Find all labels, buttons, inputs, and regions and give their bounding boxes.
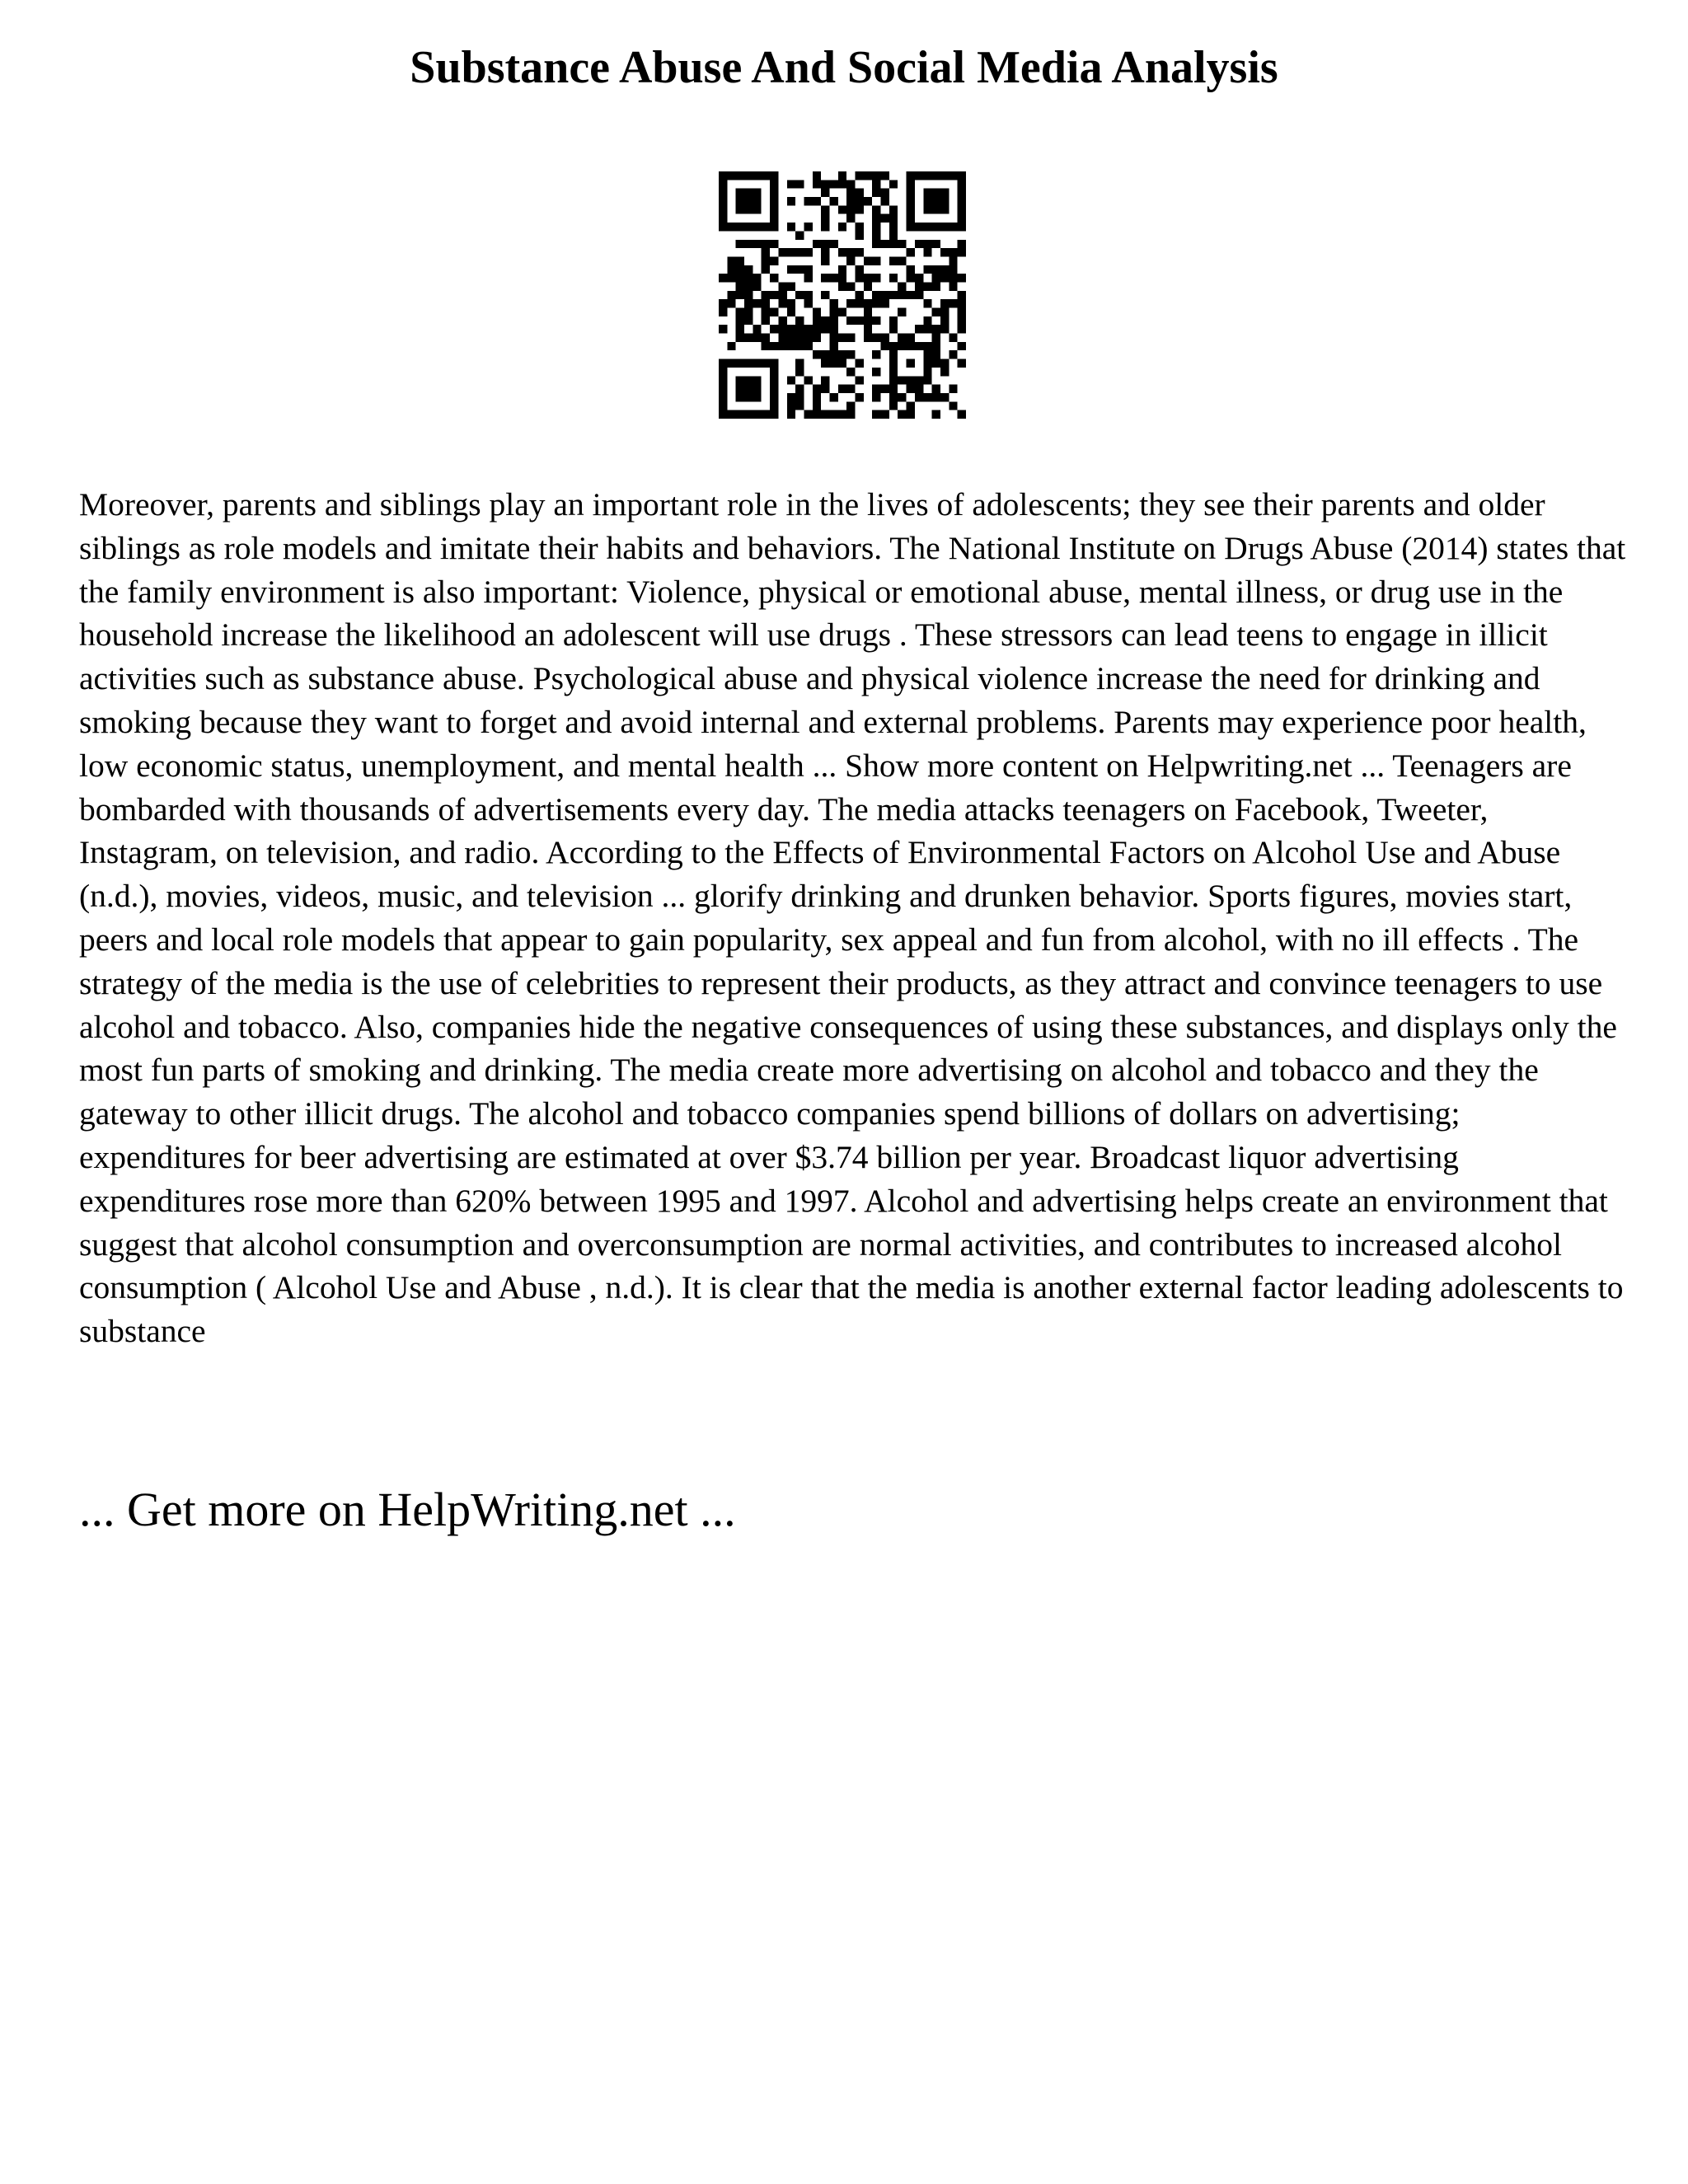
qr-code-icon [719,171,966,419]
article-body: Moreover, parents and siblings play an important role in the lives of adolescents; they see their parents and older siblings as role models and imitate their habits and behaviors. The National Institute on Drugs Abuse (2014) states that the family environment is also important: Violence, physical or emotional abuse, mental illness, or drug use in the household increase the likelihood an adolescent will use drugs . These stressors can lead teens to engage in illicit activities such as substance abuse. Psychological abuse and physical violence increase the need for drinking and smoking because they want to forget and avoid internal and external problems. Parents may experience poor health, low economic status, unemployment, and mental health ... Show more content on Helpwriting.net ... Teenagers are bombarded with thousands of advertisements every day. The media attacks teenagers on Facebook, Tweeter, Instagram, on television, and radio. According to the Effects of Environmental Factors on Alcohol Use and Abuse (n.d.), movies, videos, music, and television ... glorify drinking and drunken behavior. Sports figures, movies start, peers and local role models that appear to gain popularity, sex appeal and fun from alcohol, with no ill effects . The strategy of the media is the use of celebrities to represent their products, as they attract and convince teenagers to use alcohol and tobacco. Also, companies hide the negative consequences of using these substances, and displays only the most fun parts of smoking and drinking. The media create more advertising on alcohol and tobacco and they the gateway to other illicit drugs. The alcohol and tobacco companies spend billions of dollars on advertising; expenditures for beer advertising are estimated at over $3.74 billion per year. Broadcast liquor advertising expenditures rose more than 620% between 1995 and 1997. Alcohol and advertising helps create an environment that suggest that alcohol consumption and overconsumption are normal activities, and contributes to increased alcohol consumption ( Alcohol Use and Abuse , n.d.). It is clear that the media is another external factor leading adolescents to substance [79,486,1626,1350]
page-title: Substance Abuse And Social Media Analysis [410,42,1278,93]
get-more-link[interactable]: ... Get more on HelpWriting.net ... [79,1483,736,1536]
